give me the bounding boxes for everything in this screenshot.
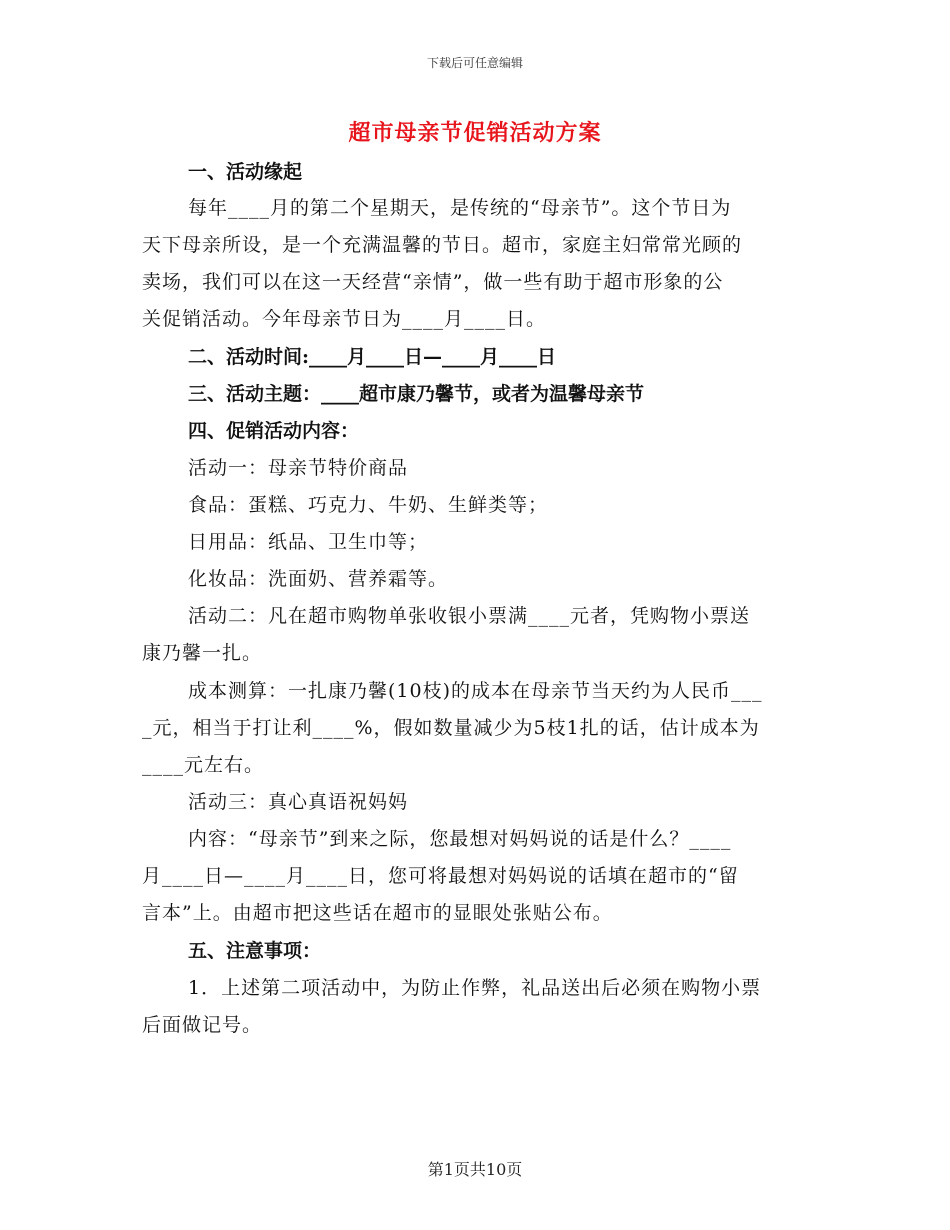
- document-title: 超市母亲节促销活动方案: [348, 120, 602, 146]
- content-line-1: 内容：“母亲节”到来之际，您最想对妈妈说的话是什么？____: [188, 828, 732, 850]
- page-footer: 第1页共10页: [427, 1160, 523, 1179]
- food-line: 食品：蛋糕、巧克力、牛奶、生鲜类等；: [188, 494, 549, 516]
- page-header: 下载后可任意编辑: [426, 56, 523, 70]
- section-2-heading: 二、活动时间:____月____日—____月____日: [188, 346, 557, 368]
- activity-3: 活动三：真心真语祝妈妈: [188, 791, 409, 813]
- cost-line-2: _元，相当于打让利____%，假如数量减少为5枝1扎的话，估计成本为: [142, 717, 760, 739]
- s1-line-2: 天下母亲所设，是一个充满温馨的节日。超市，家庭主妇常常光顾的: [142, 234, 743, 256]
- activity-2-line-1: 活动二：凡在超市购物单张收银小票满____元者，凭购物小票送: [188, 605, 751, 627]
- section-1-heading: 一、活动缘起: [188, 161, 303, 183]
- daily-goods-line: 日用品：纸品、卫生巾等；: [188, 531, 429, 553]
- section-4-heading: 四、促销活动内容：: [188, 420, 360, 442]
- content-line-3: 言本”上。由超市把这些话在超市的显眼处张贴公布。: [142, 902, 613, 924]
- content-line-2: 月____日—____月____日，您可将最想对妈妈说的话填在超市的“留: [142, 865, 739, 887]
- note-1-line-1: 1．上述第二项活动中，为防止作弊，礼品送出后必须在购物小票: [188, 977, 762, 999]
- cost-line-3: ____元左右。: [142, 754, 265, 776]
- activity-2-line-2: 康乃馨一扎。: [142, 642, 263, 664]
- section-3-heading: 三、活动主题：____超市康乃馨节，或者为温馨母亲节: [188, 383, 645, 405]
- s1-line-1: 每年____月的第二个星期天，是传统的“母亲节”。这个节日为: [188, 197, 732, 219]
- note-1-line-2: 后面做记号。: [142, 1014, 263, 1036]
- cosmetics-line: 化妆品：洗面奶、营养霜等。: [188, 568, 449, 590]
- activity-1: 活动一：母亲节特价商品: [188, 457, 409, 479]
- section-5-heading: 五、注意事项：: [188, 940, 322, 962]
- cost-line-1: 成本测算：一扎康乃馨(10枝)的成本在母亲节当天约为人民币___: [188, 680, 763, 702]
- s1-line-3: 卖场，我们可以在这一天经营“亲情”，做一些有助于超市形象的公: [142, 271, 724, 293]
- s1-line-4: 关促销活动。今年母亲节日为____月____日。: [142, 308, 547, 330]
